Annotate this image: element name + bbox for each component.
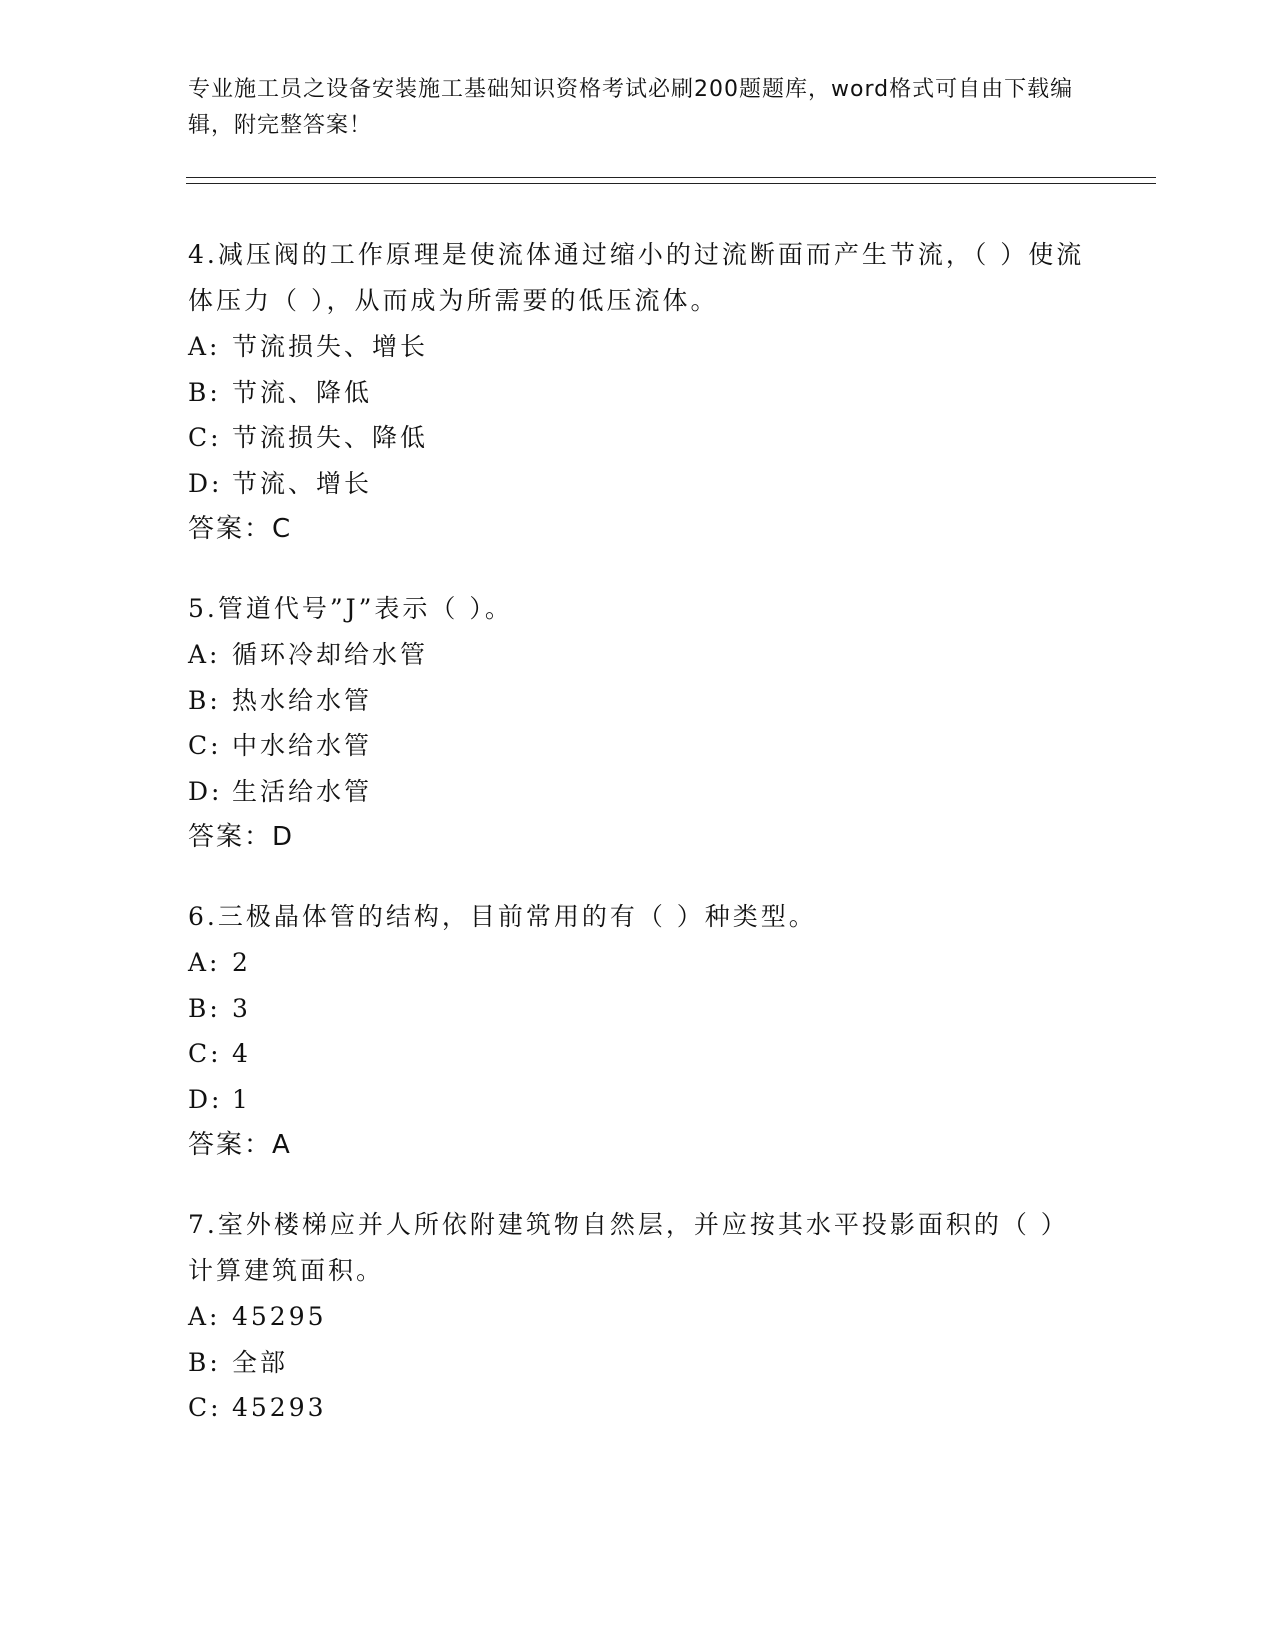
option-letter: C: [188, 731, 222, 760]
option-b [188, 370, 1088, 416]
option-letter: B: [188, 1347, 221, 1377]
option-letter: B: [188, 685, 221, 715]
option-d [188, 1077, 1088, 1123]
option-text: 节流、降低 [232, 377, 373, 407]
option-d [188, 769, 1088, 815]
answer-line: 答案：C [188, 514, 293, 544]
option-a [188, 632, 1088, 678]
question-item [188, 894, 1088, 1168]
option-a [188, 940, 1088, 986]
option-letter: C: [188, 1039, 222, 1068]
option-letter: B: [188, 993, 221, 1023]
option-text: 4 [232, 1039, 251, 1068]
option-text: 循环冷却给水管 [232, 640, 429, 669]
option-text: 节流、增长 [232, 468, 373, 498]
option-a [188, 1294, 1088, 1340]
option-letter: D: [188, 468, 223, 498]
option-letter: A: [188, 948, 221, 977]
option-text: 3 [232, 993, 251, 1023]
question-text: 5.管道代号”J”表示（ ）。 [188, 594, 513, 623]
question-text: 7.室外楼梯应并人所依附建筑物自然层，并应按其水平投影面积的（ ）计算建筑面积。 [188, 1210, 1069, 1285]
option-b [188, 986, 1088, 1032]
answer-line: 答案：D [188, 822, 295, 852]
question-item [188, 586, 1088, 860]
document-header: 专业施工员之设备安装施工基础知识资格考试必刷200题题库，word格式可自由下载编辑，附完整答案！ [188, 77, 1074, 138]
option-text: 生活给水管 [232, 776, 373, 806]
option-c [188, 1385, 1088, 1431]
header-divider-top [186, 177, 1156, 178]
option-c [188, 723, 1088, 769]
option-text: 节流损失、降低 [232, 423, 429, 452]
option-letter: A: [188, 332, 221, 361]
question-item [188, 232, 1088, 552]
option-text: 节流损失、增长 [232, 332, 429, 361]
option-a [188, 324, 1088, 370]
question-text: 4.减压阀的工作原理是使流体通过缩小的过流断面而产生节流，（ ）使流体压力（ ），从而成为所需要的低压流体。 [188, 240, 1085, 315]
option-letter: D: [188, 776, 223, 806]
option-letter: C: [188, 423, 222, 452]
option-text: 全部 [232, 1347, 289, 1377]
option-text: 中水给水管 [232, 731, 373, 760]
option-text: 1 [232, 1084, 251, 1114]
option-d [188, 461, 1088, 507]
option-b [188, 678, 1088, 724]
header-divider-bottom [186, 183, 1156, 184]
answer-line: 答案：A [188, 1130, 292, 1160]
option-letter: B: [188, 377, 221, 407]
option-c [188, 1031, 1088, 1077]
option-b [188, 1340, 1088, 1386]
option-letter: D: [188, 1084, 223, 1114]
option-letter: A: [188, 640, 221, 669]
option-text: 45295 [232, 1302, 327, 1331]
question-item [188, 1202, 1088, 1431]
question-text: 6.三极晶体管的结构，目前常用的有（ ）种类型。 [188, 902, 817, 931]
option-c [188, 415, 1088, 461]
option-letter: A: [188, 1302, 221, 1331]
option-text: 2 [232, 948, 251, 977]
question-list [188, 232, 1088, 1465]
option-text: 热水给水管 [232, 685, 373, 715]
option-text: 45293 [232, 1393, 327, 1422]
option-letter: C: [188, 1393, 222, 1422]
